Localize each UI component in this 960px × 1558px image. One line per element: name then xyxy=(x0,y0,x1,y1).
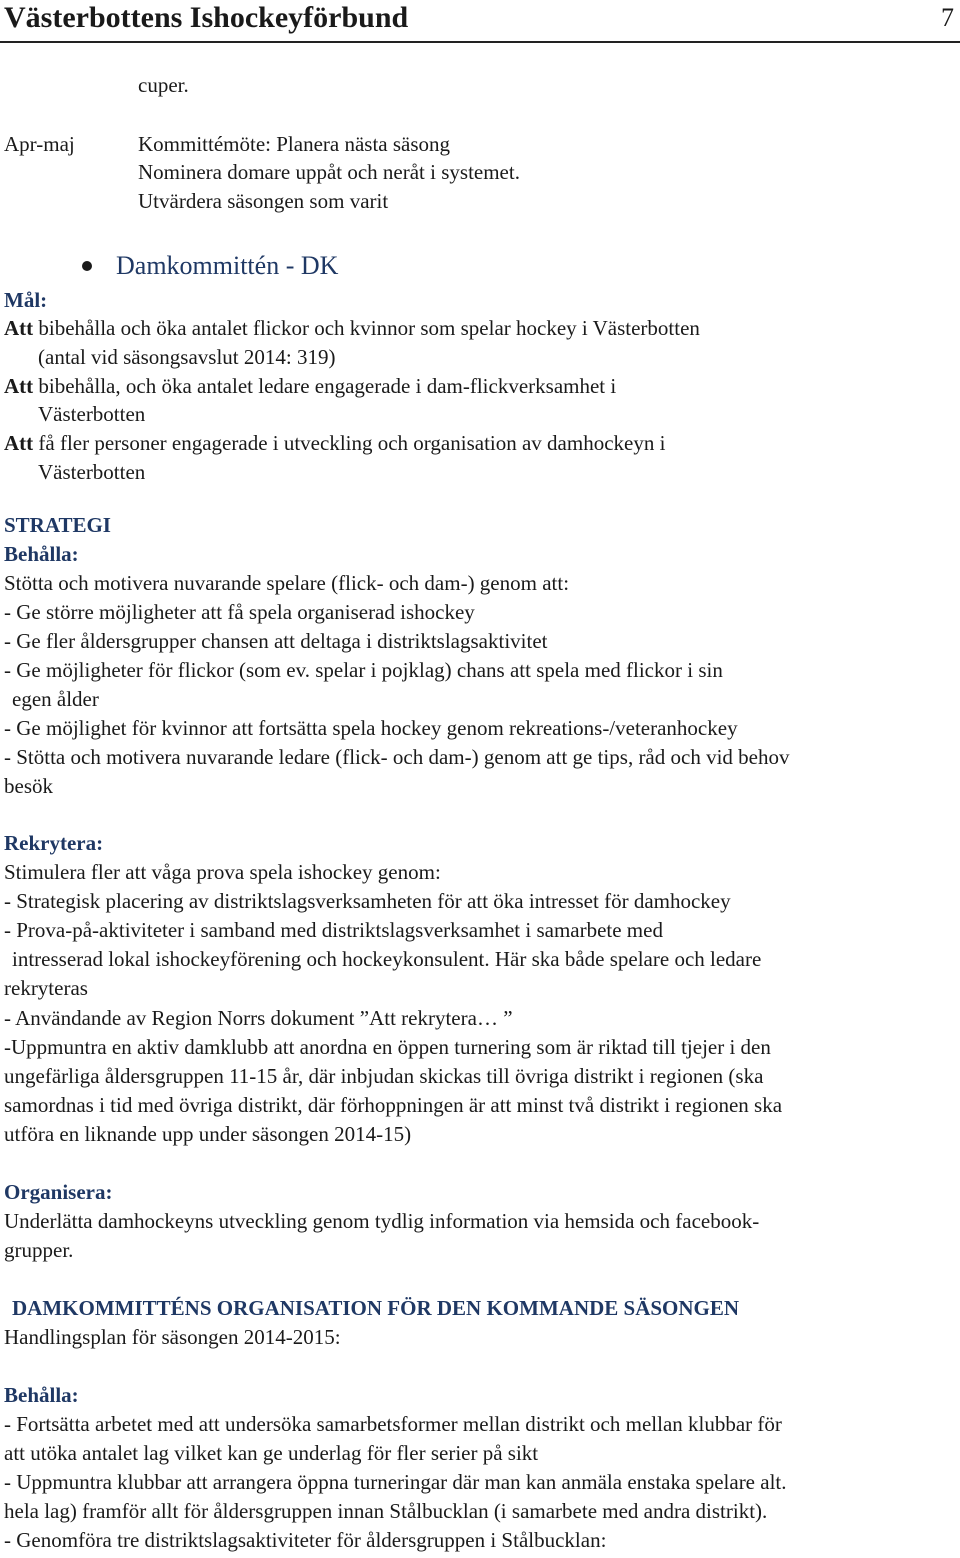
recruit-line: - Prova-på-aktiviteter i samband med distriktslagsverksamhet i samarbete med xyxy=(4,918,663,942)
recruit-line: rekryteras xyxy=(4,976,88,1000)
recruit-heading: Rekrytera: xyxy=(4,831,104,855)
schedule-carry-line: cuper. xyxy=(138,73,189,97)
keep-line: - Ge möjligheter för flickor (som ev. spelar i pojklag) chans att spela med flickor i sin xyxy=(4,658,723,682)
keep-line: - Ge större möjligheter att få spela organiserad ishockey xyxy=(4,600,475,624)
goal-line: Att få fler personer engagerade i utveckling och organisation av damhockeyn i xyxy=(4,431,666,455)
organize-line: grupper. xyxy=(4,1238,74,1262)
org-keep-line: att utöka antalet lag vilket kan ge underlag för fler serier på sikt xyxy=(4,1441,539,1465)
organisation-subtitle: Handlingsplan för säsongen 2014-2015: xyxy=(4,1325,341,1349)
goal-line: Att bibehålla, och öka antalet ledare engagerade i dam-flickverksamhet i xyxy=(4,374,617,398)
organisation-title: DAMKOMMITTÉNS ORGANISATION FÖR DEN KOMMANDE SÄSONGEN xyxy=(12,1296,740,1320)
org-keep-heading: Behålla: xyxy=(4,1383,79,1407)
org-keep-line: hela lag) framför allt för åldersgruppen innan Stålbucklan (i samarbete med andra distrikt). xyxy=(4,1499,768,1523)
schedule-item: Kommittémöte: Planera nästa säsong xyxy=(138,132,451,156)
keep-line: Stötta och motivera nuvarande spelare (flick- och dam-) genom att: xyxy=(4,571,570,595)
recruit-line: utföra en liknande upp under säsongen 2014-15) xyxy=(4,1122,412,1146)
goal-line: Att bibehålla och öka antalet flickor och kvinnor som spelar hockey i Västerbotten xyxy=(4,316,700,340)
schedule-item: Utvärdera säsongen som varit xyxy=(138,189,389,213)
organize-heading: Organisera: xyxy=(4,1180,113,1204)
keep-heading: Behålla: xyxy=(4,542,79,566)
org-keep-line: - Fortsätta arbetet med att undersöka samarbetsformer mellan distrikt och mellan klubbar för xyxy=(4,1412,782,1436)
recruit-line: - Strategisk placering av distriktslagsverksamheten för att öka intresset för damhockey xyxy=(4,889,731,913)
strategy-heading: STRATEGI xyxy=(4,513,111,537)
keep-line: - Stötta och motivera nuvarande ledare (flick- och dam-) genom att ge tips, råd och vid behov xyxy=(4,745,790,769)
goal-line: (antal vid säsongsavslut 2014: 319) xyxy=(38,345,336,369)
document-header-title: Västerbottens Ishockeyförbund xyxy=(4,1,409,34)
org-keep-line: - Uppmuntra klubbar att arrangera öppna turneringar där man kan anmäla enstaka spelare alt. xyxy=(4,1470,787,1494)
section-title: Damkommittén - DK xyxy=(116,251,339,280)
recruit-line: intresserad lokal ishockeyförening och hockeykonsulent. Här ska både spelare och ledare xyxy=(12,947,762,971)
schedule-period: Apr-maj xyxy=(4,132,75,156)
recruit-line: ungefärliga åldersgruppen 11-15 år, där inbjudan skickas till övriga distrikt i regionen (ska xyxy=(4,1064,764,1088)
organize-line: Underlätta damhockeyns utveckling genom tydlig information via hemsida och facebook- xyxy=(4,1209,760,1233)
goal-line: Västerbotten xyxy=(38,460,146,484)
keep-line: - Ge möjlighet för kvinnor att fortsätta spela hockey genom rekreations-/veteranhockey xyxy=(4,716,738,740)
schedule-item: Nominera domare uppåt och neråt i systemet. xyxy=(138,160,520,184)
keep-line: egen ålder xyxy=(12,687,99,711)
goals-heading: Mål: xyxy=(4,288,48,312)
recruit-line: samordnas i tid med övriga distrikt, där förhoppningen är att minst två distrikt i regionen ska xyxy=(4,1093,783,1117)
bullet-icon xyxy=(82,261,92,271)
org-keep-line: - Genomföra tre distriktslagsaktiviteter för åldersgruppen i Stålbucklan: xyxy=(4,1528,607,1552)
keep-line: - Ge fler åldersgrupper chansen att deltaga i distriktslagsaktivitet xyxy=(4,629,548,653)
recruit-line: -Uppmuntra en aktiv damklubb att anordna en öppen turnering som är riktad till tjejer i den xyxy=(4,1035,771,1059)
recruit-line: Stimulera fler att våga prova spela ishockey genom: xyxy=(4,860,441,884)
recruit-line: - Användande av Region Norrs dokument ”Att rekrytera… ” xyxy=(4,1006,513,1030)
header-divider xyxy=(0,41,960,43)
page-number: 7 xyxy=(941,3,954,32)
goal-line: Västerbotten xyxy=(38,402,146,426)
keep-line: besök xyxy=(4,774,53,798)
